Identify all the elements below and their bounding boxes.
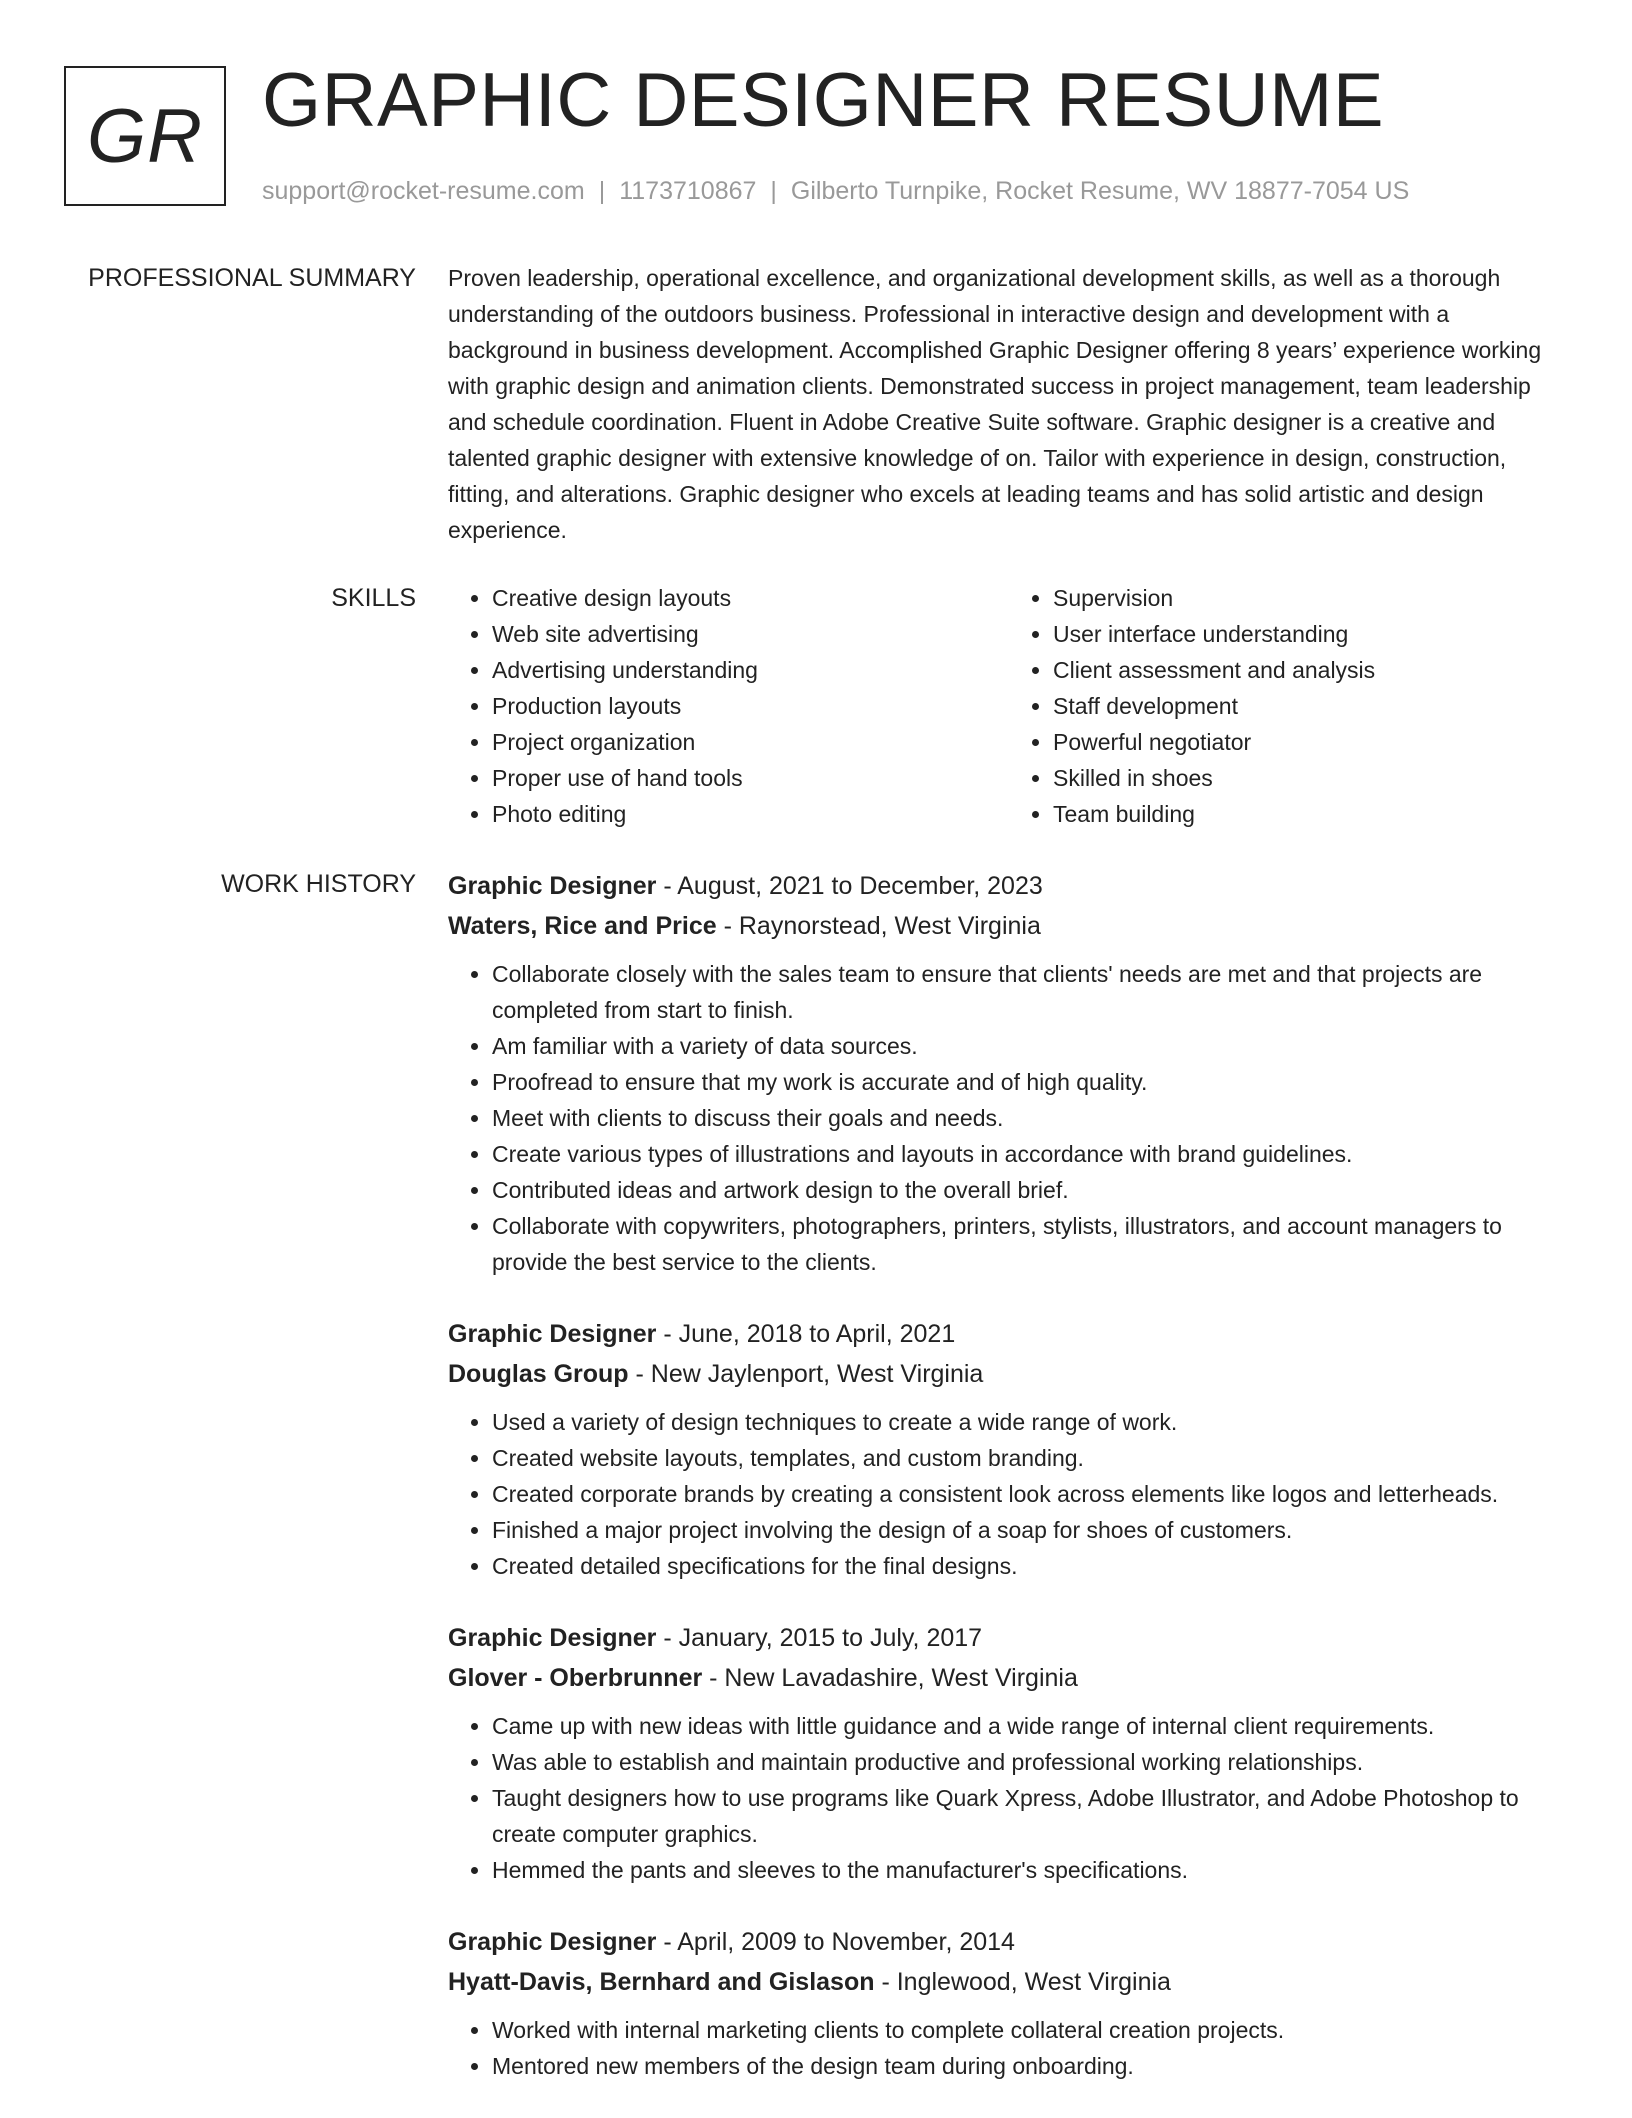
job-location: - Raynorstead, West Virginia: [716, 912, 1041, 940]
job-bullet-list: [448, 2012, 1570, 2084]
skill-item: • Creative design layouts: [492, 580, 1009, 616]
job-entry: [448, 1922, 1570, 2084]
job-company: Glover - Oberbrunner: [448, 1664, 703, 1692]
job-bullet-list: [448, 956, 1570, 1280]
job-dates: - August, 2021 to December, 2023: [656, 872, 1043, 900]
job-title: Graphic Designer: [448, 872, 657, 900]
job-company-line: [448, 1658, 1570, 1698]
skills-heading: SKILLS: [331, 584, 416, 612]
contact-separator: |: [770, 177, 777, 205]
summary-text: Proven leadership, operational excellence, and organizational development skills, as well as a thorough understanding of the outdoors business. Professional in interactive design and development with a background in business development. Accomplished Graphic Designer offering 8 years’ experience working with graphic design and animation clients. Demonstrated success in project management, team leadership and schedule coordination. Fluent in Adobe Creative Suite software. Graphic designer is a creative and talented graphic designer with extensive knowledge of on. Tailor with experience in design, construction, fitting, and alterations. Graphic designer who excels at leading teams and has solid artistic and design experience.: [448, 265, 1542, 543]
job-bullet-list: [448, 1708, 1570, 1888]
skill-item: • Client assessment and analysis: [1053, 652, 1570, 688]
monogram-box: [64, 66, 226, 206]
job-bullet: • Created detailed specifications for the final designs.: [492, 1548, 1570, 1584]
contact-email: support@rocket-resume.com: [262, 177, 585, 205]
job-title: Graphic Designer: [448, 1624, 657, 1652]
contact-phone: 1173710867: [619, 177, 757, 205]
job-title: Graphic Designer: [448, 1928, 657, 1956]
skill-item: • Skilled in shoes: [1053, 760, 1570, 796]
job-entry: [448, 1618, 1570, 1888]
job-dates: - April, 2009 to November, 2014: [656, 1928, 1015, 1956]
skill-item: • Powerful negotiator: [1053, 724, 1570, 760]
job-company-line: [448, 1962, 1570, 2002]
page-title: GRAPHIC DESIGNER RESUME: [262, 58, 1385, 143]
monogram-text: GR: [87, 93, 203, 179]
summary-heading: PROFESSIONAL SUMMARY: [88, 264, 416, 292]
contact-line: [262, 174, 1409, 208]
skill-item: • Advertising understanding: [492, 652, 1009, 688]
work-history-heading: WORK HISTORY: [221, 870, 416, 898]
job-company-line: [448, 906, 1570, 946]
skills-list-right: [1009, 580, 1570, 832]
skills-list-left: [448, 580, 1009, 832]
contact-separator: |: [598, 177, 606, 205]
job-bullet: • Taught designers how to use programs like Quark Xpress, Adobe Illustrator, and Adobe Photoshop to create computer graphics.: [492, 1780, 1570, 1852]
job-bullet: • Meet with clients to discuss their goals and needs.: [492, 1100, 1570, 1136]
job-bullet: • Finished a major project involving the design of a soap for shoes of customers.: [492, 1512, 1570, 1548]
job-bullet: • Mentored new members of the design team during onboarding.: [492, 2048, 1570, 2084]
skill-item: • Production layouts: [492, 688, 1009, 724]
job-dates: - June, 2018 to April, 2021: [656, 1320, 956, 1348]
job-bullet: • Was able to establish and maintain productive and professional working relationships.: [492, 1744, 1570, 1780]
skill-item: • Photo editing: [492, 796, 1009, 832]
job-title-line: [448, 866, 1570, 906]
job-company: Hyatt-Davis, Bernhard and Gislason: [448, 1968, 875, 1996]
job-location: - New Lavadashire, West Virginia: [702, 1664, 1078, 1692]
job-bullet-list: [448, 1404, 1570, 1584]
skills-body: [448, 580, 1570, 832]
skill-item: • Team building: [1053, 796, 1570, 832]
job-bullet: • Proofread to ensure that my work is accurate and of high quality.: [492, 1064, 1570, 1100]
skill-item: • Web site advertising: [492, 616, 1009, 652]
job-entry: [448, 866, 1570, 1280]
skill-item: • Project organization: [492, 724, 1009, 760]
skill-item: • Staff development: [1053, 688, 1570, 724]
skill-item: • Proper use of hand tools: [492, 760, 1009, 796]
job-bullet: • Created corporate brands by creating a consistent look across elements like logos and letterheads.: [492, 1476, 1570, 1512]
job-bullet: • Collaborate with copywriters, photographers, printers, stylists, illustrators, and account managers to provide the best service to the clients.: [492, 1208, 1570, 1280]
job-bullet: • Created website layouts, templates, and custom branding.: [492, 1440, 1570, 1476]
work-history-body: [448, 866, 1570, 2118]
job-location: - Inglewood, West Virginia: [874, 1968, 1171, 1996]
job-company-line: [448, 1354, 1570, 1394]
job-bullet: • Came up with new ideas with little guidance and a wide range of internal client requirements.: [492, 1708, 1570, 1744]
job-location: - New Jaylenport, West Virginia: [628, 1360, 984, 1388]
job-bullet: • Create various types of illustrations and layouts in accordance with brand guidelines.: [492, 1136, 1570, 1172]
job-entry: [448, 1314, 1570, 1584]
job-bullet: • Collaborate closely with the sales team to ensure that clients' needs are met and that projects are completed from start to finish.: [492, 956, 1570, 1028]
job-bullet: • Hemmed the pants and sleeves to the manufacturer's specifications.: [492, 1852, 1570, 1888]
job-company: Waters, Rice and Price: [448, 912, 717, 940]
summary-body: [448, 260, 1570, 548]
job-bullet: • Contributed ideas and artwork design to the overall brief.: [492, 1172, 1570, 1208]
job-title-line: [448, 1314, 1570, 1354]
job-company: Douglas Group: [448, 1360, 629, 1388]
job-dates: - January, 2015 to July, 2017: [656, 1624, 983, 1652]
skill-item: • Supervision: [1053, 580, 1570, 616]
contact-address: Gilberto Turnpike, Rocket Resume, WV 18877-7054 US: [790, 177, 1410, 205]
job-bullet: • Worked with internal marketing clients to complete collateral creation projects.: [492, 2012, 1570, 2048]
job-bullet: • Am familiar with a variety of data sources.: [492, 1028, 1570, 1064]
job-title-line: [448, 1922, 1570, 1962]
skill-item: • User interface understanding: [1053, 616, 1570, 652]
job-bullet: • Used a variety of design techniques to create a wide range of work.: [492, 1404, 1570, 1440]
job-title-line: [448, 1618, 1570, 1658]
job-title: Graphic Designer: [448, 1320, 657, 1348]
